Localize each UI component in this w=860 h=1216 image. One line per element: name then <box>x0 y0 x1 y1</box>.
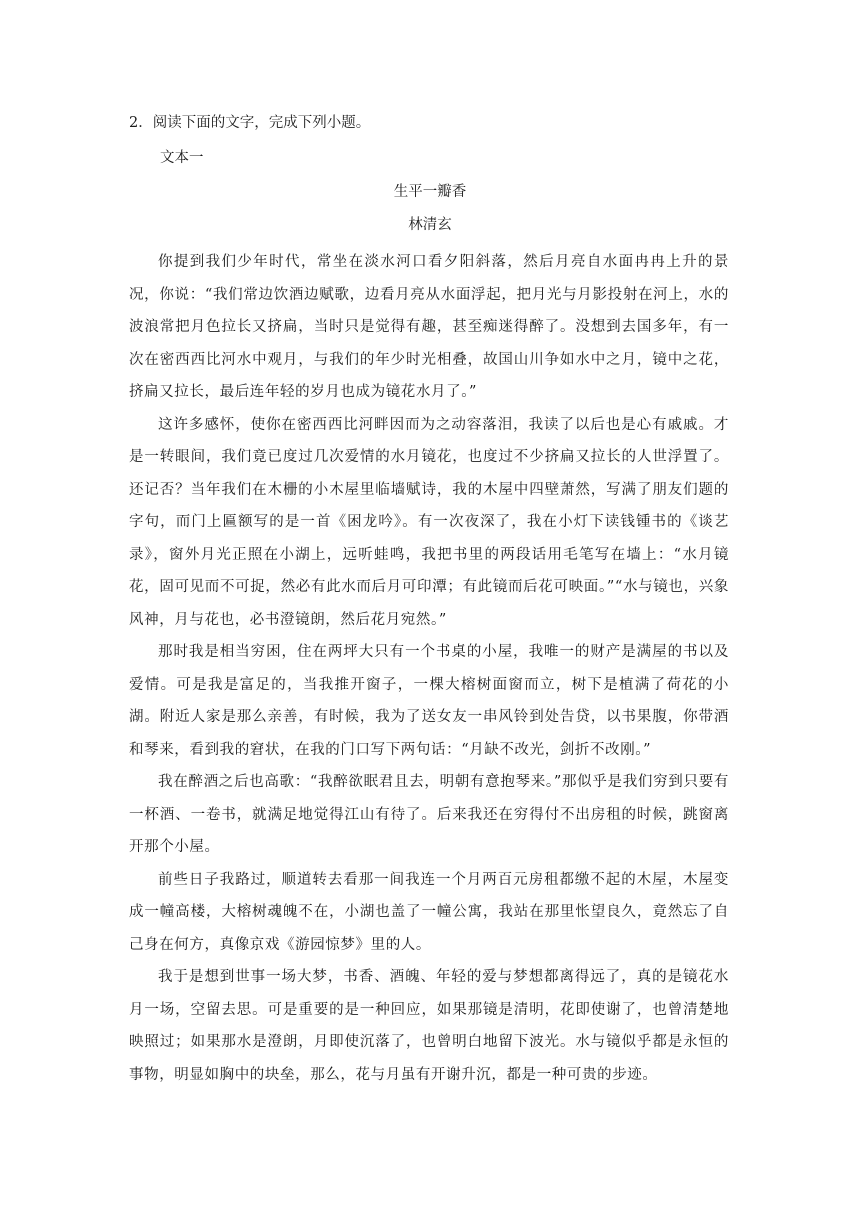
paragraph: 前些日子我路过，顺道转去看那一间我连一个月两百元房租都缴不起的木屋，木屋变成一幢高楼，大榕树魂魄不在，小湖也盖了一幢公寓，我站在那里怅望良久，竟然忘了自己身在何方，真像京戏《游园惊梦》里的人。 <box>129 871 729 953</box>
paragraph: 我在醉酒之后也高歌：“我醉欲眠君且去，明朝有意抱琴来。”那似乎是我们穷到只要有一杯酒、一卷书，就满足地觉得江山有待了。后来我还在穷得付不出房租的时候，跳窗离开那个小屋。 <box>129 774 729 855</box>
paragraph: 那时我是相当穷困，住在两坪大只有一个书桌的小屋，我唯一的财产是满屋的书以及爱情。可是我是富足的，当我推开窗子，一棵大榕树面窗而立，树下是植满了荷花的小湖。附近人家是那么亲善，有时候，我为了送女友一串风铃到处告贷，以书果腹，你带酒和琴来，看到我的窘状，在我的门口写下两句话：“月缺不改光，剑折不改刚。” <box>129 644 729 758</box>
article-author: 林清玄 <box>408 217 452 233</box>
paragraph: 你提到我们少年时代，常坐在淡水河口看夕阳斜落，然后月亮自水面冉冉上升的景况，你说：“我们常边饮酒边赋歌，边看月亮从水面浮起，把月光与月影投射在河上，水的波浪常把月色拉长又挤扁，当时只是觉得有趣，甚至痴迷得醉了。没想到去国多年，有一次在密西西比河水中观月，与我们的年少时光相叠，故国山川争如水中之月，镜中之花，挤扁又拉长，最后连年轻的岁月也成为镜花水月了。” <box>129 254 729 400</box>
article-title: 生平一瓣香 <box>393 184 467 200</box>
paragraph: 这许多感怀，使你在密西西比河畔因而为之动容落泪，我读了以后也是心有戚戚。才是一转眼间，我们竟已度过几次爱情的水月镜花，也度过不少挤扁又拉长的人世浮置了。还记否？当年我们在木栅的小木屋里临墙赋诗，我的木屋中四壁萧然，写满了朋友们题的字句，而门上匾额写的是一首《困龙吟》。有一次夜深了，我在小灯下读钱锺书的《谈艺录》，窗外月光正照在小湖上，远听蛙鸣，我把书里的两段话用毛笔写在墙上：“水月镜花，固可见而不可捉，然必有此水而后月可印潭；有此镜而后花可映面。”“水与镜也，兴象风神，月与花也，必书澄镜朗，然后花月宛然。” <box>129 416 729 628</box>
section-label: 文本一 <box>160 150 204 166</box>
article-body <box>129 246 729 1091</box>
question-instruction: 2．阅读下面的文字，完成下列小题。 <box>129 115 371 131</box>
paragraph: 我于是想到世事一场大梦，书香、酒魄、年轻的爱与梦想都离得远了，真的是镜花水月一场，空留去思。可是重要的是一种回应，如果那镜是清明，花即使谢了，也曾清楚地映照过；如果那水是澄朗，月即使沉落了，也曾明白地留下波光。水与镜似乎都是永恒的事物，明显如胸中的块垒，那么，花与月虽有开谢升沉，都是一种可贵的步迹。 <box>129 969 729 1083</box>
